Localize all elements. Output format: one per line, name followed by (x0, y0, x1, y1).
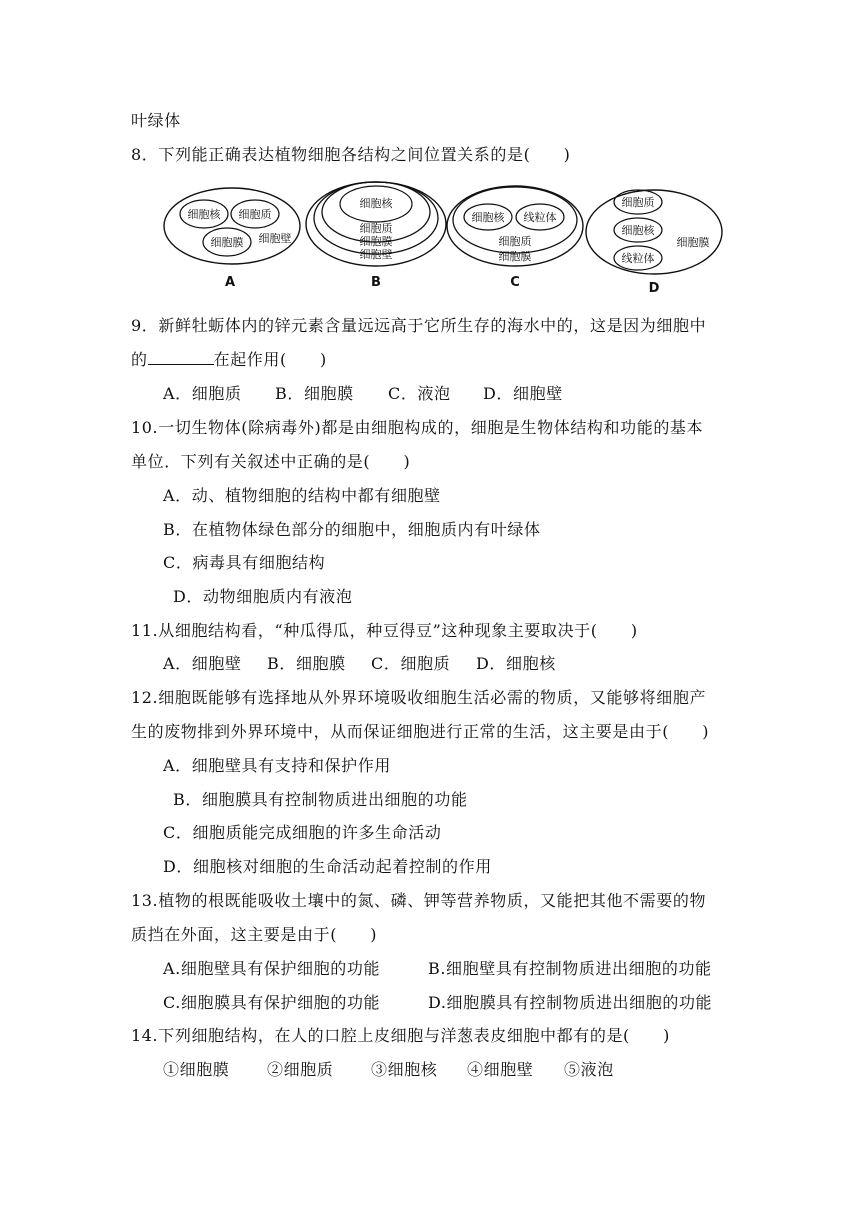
q13-option-d: D.细胞膜具有控制物质进出细胞的功能 (428, 993, 713, 1012)
q11-option-d: D．细胞核 (476, 654, 556, 673)
q14-item-3: ③细胞核 (371, 1060, 438, 1079)
q10-stem-line1: 10.一切生物体(除病毒外)都是由细胞构成的，细胞是生物体结构和功能的基本 (131, 418, 704, 437)
q12-option-c: C．细胞质能完成细胞的许多生命活动 (163, 823, 442, 842)
q13-option-b: B.细胞壁具有控制物质进出细胞的功能 (428, 959, 712, 978)
diagram-c-label-mitochondria: 线粒体 (523, 211, 557, 224)
q9-stem-post: 在起作用( ) (213, 350, 327, 369)
q9-answer-blank (148, 350, 214, 365)
q14-item-4: ④细胞壁 (467, 1060, 534, 1079)
q8-figure (160, 180, 730, 298)
diagram-b (306, 182, 446, 290)
q10-option-d: D．动物细胞质内有液泡 (173, 587, 353, 606)
diagram-a-label-wall: 细胞壁 (258, 232, 292, 245)
q10-option-a: A．动、植物细胞的结构中都有细胞壁 (163, 486, 441, 505)
diagram-d-label-nucleus: 细胞核 (621, 224, 655, 237)
diagram-a-label-nucleus: 细胞核 (187, 208, 221, 221)
q13-option-c: C.细胞膜具有保护细胞的功能 (163, 993, 381, 1012)
q9-option-a: A．细胞质 (163, 384, 242, 403)
q8-stem: 8．下列能正确表达植物细胞各结构之间位置关系的是( ) (131, 145, 571, 164)
q9-option-d: D．细胞壁 (483, 384, 563, 403)
q14-stem: 14.下列细胞结构，在人的口腔上皮细胞与洋葱表皮细胞中都有的是( ) (131, 1026, 670, 1045)
q12-option-b: B．细胞膜具有控制物质进出细胞的功能 (173, 790, 468, 809)
q9-stem-line2 (131, 350, 327, 370)
q9-option-c: C．液泡 (388, 384, 451, 403)
q14-item-1: ①细胞膜 (163, 1060, 230, 1079)
q9-option-b: B．细胞膜 (275, 384, 354, 403)
q9-stem-pre: 的 (131, 350, 148, 369)
carryover-text: 叶绿体 (131, 111, 181, 130)
diagram-d (586, 190, 722, 296)
diagram-c (447, 186, 583, 290)
diagram-c-label-membrane: 细胞膜 (498, 250, 532, 263)
diagram-a-letter: A (224, 275, 236, 290)
q12-stem-line2: 生的废物排到外界环境中，从而保证细胞进行正常的生活，这主要是由于( ) (131, 722, 710, 741)
diagram-b-label-nucleus: 细胞核 (359, 197, 393, 210)
diagram-b-label-wall: 细胞壁 (359, 248, 393, 261)
q10-stem-line2: 单位．下列有关叙述中正确的是( ) (131, 452, 411, 471)
diagram-c-label-cytoplasm: 细胞质 (498, 235, 532, 248)
q12-option-a: A．细胞壁具有支持和保护作用 (163, 756, 391, 775)
q14-item-5: ⑤液泡 (564, 1060, 614, 1079)
diagram-d-letter: D (648, 281, 660, 296)
q9-stem-line1: 9．新鲜牡蛎体内的锌元素含量远远高于它所生存的海水中的，这是因为细胞中 (131, 316, 707, 335)
q12-option-d: D．细胞核对细胞的生命活动起着控制的作用 (163, 857, 492, 876)
diagram-b-letter: B (371, 275, 381, 290)
q13-stem-line1: 13.植物的根既能吸收土壤中的氮、磷、钾等营养物质，又能把其他不需要的物 (131, 891, 707, 910)
diagram-d-label-cytoplasm: 细胞质 (621, 196, 655, 209)
q10-option-c: C．病毒具有细胞结构 (163, 553, 326, 572)
diagram-d-label-mitochondria: 线粒体 (621, 252, 655, 265)
diagram-b-label-cytoplasm: 细胞质 (359, 222, 393, 235)
diagram-d-label-membrane: 细胞膜 (676, 236, 710, 249)
q11-option-c: C．细胞质 (371, 654, 451, 673)
diagram-c-label-nucleus: 细胞核 (471, 211, 505, 224)
diagram-a-label-cytoplasm: 细胞质 (238, 208, 272, 221)
cell-structure-diagrams (160, 180, 730, 298)
diagram-c-letter: C (510, 275, 520, 290)
q13-stem-line2: 质挡在外面，这主要是由于( ) (131, 925, 378, 944)
q12-stem-line1: 12.细胞既能够有选择地从外界环境吸收细胞生活必需的物质，又能够将细胞产 (131, 688, 707, 707)
q11-option-b: B．细胞膜 (267, 654, 346, 673)
q11-stem: 11.从细胞结构看，“种瓜得瓜，种豆得豆”这种现象主要取决于( ) (131, 621, 638, 640)
diagram-b-label-membrane: 细胞膜 (359, 235, 393, 248)
diagram-a-outer (164, 188, 300, 264)
q11-option-a: A．细胞壁 (163, 654, 242, 673)
diagram-a-label-membrane: 细胞膜 (210, 236, 244, 249)
q14-item-2: ②细胞质 (267, 1060, 334, 1079)
q13-option-a: A.细胞壁具有保护细胞的功能 (163, 959, 381, 978)
q10-option-b: B．在植物体绿色部分的细胞中，细胞质内有叶绿体 (163, 520, 541, 539)
diagram-a (164, 188, 300, 290)
